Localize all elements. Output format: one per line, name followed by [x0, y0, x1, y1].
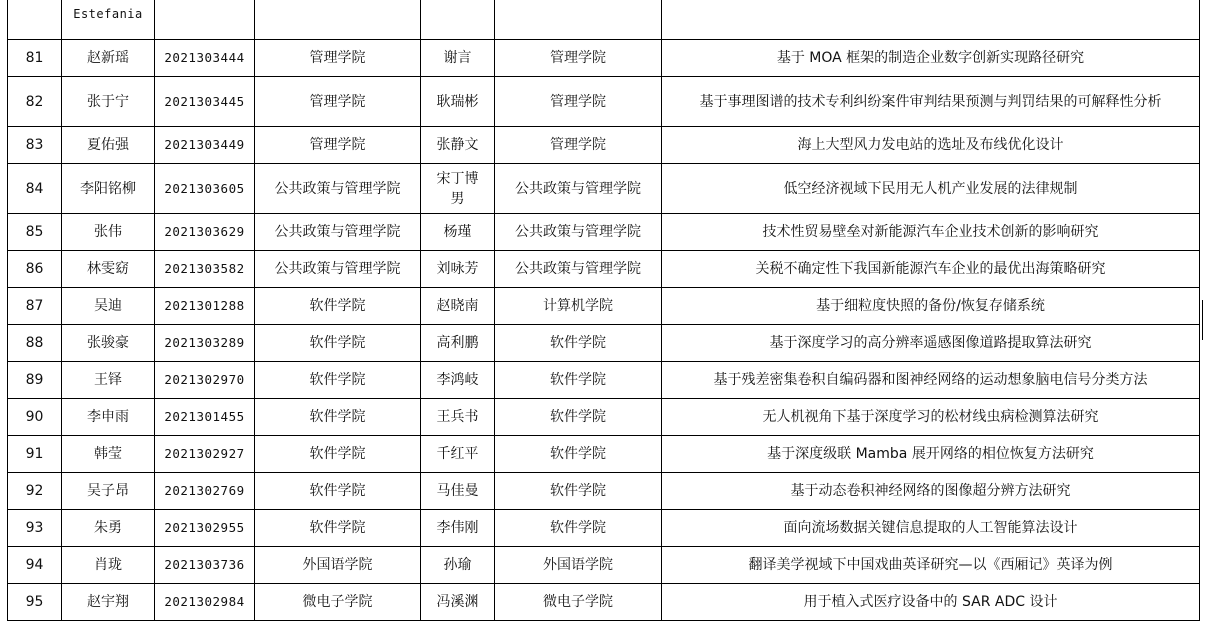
cell-no: 91 — [8, 436, 62, 473]
cell-title: 基于残差密集卷积自编码器和图神经网络的运动想象脑电信号分类方法 — [662, 362, 1200, 399]
cell-id: 2021303629 — [155, 214, 255, 251]
cell-advisor-college: 软件学院 — [495, 510, 662, 547]
table-row — [8, 436, 1200, 473]
cell-id: 2021302984 — [155, 584, 255, 621]
cell-id: 2021302927 — [155, 436, 255, 473]
cell-college: 管理学院 — [255, 127, 421, 164]
cell-name: 朱勇 — [62, 510, 155, 547]
cell-no: 88 — [8, 325, 62, 362]
cell-advisor: 马佳曼 — [421, 473, 495, 510]
cell-no: 84 — [8, 164, 62, 214]
cell-name: 李阳铭柳 — [62, 164, 155, 214]
cell-advisor: 李伟刚 — [421, 510, 495, 547]
table-row-partial — [8, 0, 1200, 40]
cell-college: 软件学院 — [255, 436, 421, 473]
cell-title: 基于深度学习的高分辨率遥感图像道路提取算法研究 — [662, 325, 1200, 362]
cell-college: 公共政策与管理学院 — [255, 251, 421, 288]
cell-title: 基于细粒度快照的备份/恢复存储系统 — [662, 288, 1200, 325]
cell-no: 93 — [8, 510, 62, 547]
table-row — [8, 251, 1200, 288]
cell-advisor — [421, 0, 495, 40]
cell-advisor-college: 管理学院 — [495, 40, 662, 77]
cell-advisor-college: 管理学院 — [495, 77, 662, 127]
cell-advisor: 赵晓南 — [421, 288, 495, 325]
cell-advisor-college: 软件学院 — [495, 473, 662, 510]
cell-advisor: 宋丁博男 — [421, 164, 495, 214]
cell-college: 外国语学院 — [255, 547, 421, 584]
table-row — [8, 510, 1200, 547]
cell-advisor: 谢言 — [421, 40, 495, 77]
cell-id: 2021303582 — [155, 251, 255, 288]
table-row — [8, 40, 1200, 77]
cell-title: 基于事理图谱的技术专利纠纷案件审判结果预测与判罚结果的可解释性分析 — [662, 77, 1200, 127]
cell-id: 2021303736 — [155, 547, 255, 584]
cell-name: 张伟 — [62, 214, 155, 251]
cell-college: 软件学院 — [255, 473, 421, 510]
cell-no: 90 — [8, 399, 62, 436]
table-row — [8, 584, 1200, 621]
cell-advisor: 千红平 — [421, 436, 495, 473]
cell-advisor-college: 公共政策与管理学院 — [495, 214, 662, 251]
table-row — [8, 473, 1200, 510]
cell-title: 无人机视角下基于深度学习的松材线虫病检测算法研究 — [662, 399, 1200, 436]
cell-advisor: 李鸿岐 — [421, 362, 495, 399]
cell-name: 韩莹 — [62, 436, 155, 473]
cell-id: 2021303605 — [155, 164, 255, 214]
table-row — [8, 325, 1200, 362]
cell-college — [255, 0, 421, 40]
cell-advisor-college: 软件学院 — [495, 436, 662, 473]
cell-title: 面向流场数据关键信息提取的人工智能算法设计 — [662, 510, 1200, 547]
cell-advisor: 刘咏芳 — [421, 251, 495, 288]
cell-name: 张骏豪 — [62, 325, 155, 362]
cell-advisor-college: 软件学院 — [495, 362, 662, 399]
cell-id: 2021302769 — [155, 473, 255, 510]
cell-advisor: 张静文 — [421, 127, 495, 164]
cell-name: 吴子昂 — [62, 473, 155, 510]
cell-college: 软件学院 — [255, 325, 421, 362]
cell-college: 微电子学院 — [255, 584, 421, 621]
cell-title: 海上大型风力发电站的选址及布线优化设计 — [662, 127, 1200, 164]
cell-name: 肖珑 — [62, 547, 155, 584]
cell-advisor: 王兵书 — [421, 399, 495, 436]
cell-advisor-college — [495, 0, 662, 40]
cell-college: 公共政策与管理学院 — [255, 164, 421, 214]
cell-college: 软件学院 — [255, 362, 421, 399]
cell-title: 关税不确定性下我国新能源汽车企业的最优出海策略研究 — [662, 251, 1200, 288]
cell-id: 2021303444 — [155, 40, 255, 77]
cell-college: 软件学院 — [255, 510, 421, 547]
cell-college: 公共政策与管理学院 — [255, 214, 421, 251]
cell-no: 81 — [8, 40, 62, 77]
table-row — [8, 399, 1200, 436]
table-row — [8, 164, 1200, 214]
cell-title: 用于植入式医疗设备中的 SAR ADC 设计 — [662, 584, 1200, 621]
table-row — [8, 214, 1200, 251]
page-edge-divider — [1202, 300, 1206, 340]
cell-name: 李申雨 — [62, 399, 155, 436]
cell-name: 夏佑强 — [62, 127, 155, 164]
cell-no — [8, 0, 62, 40]
cell-advisor-college: 外国语学院 — [495, 547, 662, 584]
cell-advisor-college: 公共政策与管理学院 — [495, 251, 662, 288]
cell-id: 2021303449 — [155, 127, 255, 164]
student-thesis-table — [7, 0, 1200, 621]
cell-title: 基于 MOA 框架的制造企业数字创新实现路径研究 — [662, 40, 1200, 77]
cell-advisor-college: 软件学院 — [495, 399, 662, 436]
cell-advisor: 孙瑜 — [421, 547, 495, 584]
cell-id: 2021303289 — [155, 325, 255, 362]
cell-no: 86 — [8, 251, 62, 288]
cell-college: 管理学院 — [255, 40, 421, 77]
cell-name: 赵宇翔 — [62, 584, 155, 621]
cell-advisor: 耿瑞彬 — [421, 77, 495, 127]
cell-advisor-college: 软件学院 — [495, 325, 662, 362]
cell-name: Estefania — [62, 0, 155, 40]
cell-no: 89 — [8, 362, 62, 399]
cell-no: 92 — [8, 473, 62, 510]
table-body — [8, 0, 1200, 621]
cell-advisor: 冯溪渊 — [421, 584, 495, 621]
cell-name: 张于宁 — [62, 77, 155, 127]
table-row — [8, 127, 1200, 164]
cell-advisor: 杨瑾 — [421, 214, 495, 251]
cell-name: 赵新瑶 — [62, 40, 155, 77]
cell-id: 2021301455 — [155, 399, 255, 436]
cell-college: 软件学院 — [255, 288, 421, 325]
cell-advisor-college: 管理学院 — [495, 127, 662, 164]
cell-title: 基于动态卷积神经网络的图像超分辨方法研究 — [662, 473, 1200, 510]
cell-college: 软件学院 — [255, 399, 421, 436]
cell-no: 95 — [8, 584, 62, 621]
cell-title: 翻译美学视域下中国戏曲英译研究—以《西厢记》英译为例 — [662, 547, 1200, 584]
cell-title: 基于深度级联 Mamba 展开网络的相位恢复方法研究 — [662, 436, 1200, 473]
cell-no: 87 — [8, 288, 62, 325]
cell-id: 2021301288 — [155, 288, 255, 325]
cell-id: 2021302955 — [155, 510, 255, 547]
cell-name: 王铎 — [62, 362, 155, 399]
cell-id: 2021303445 — [155, 77, 255, 127]
cell-title: 技术性贸易壁垒对新能源汽车企业技术创新的影响研究 — [662, 214, 1200, 251]
cell-advisor-college: 计算机学院 — [495, 288, 662, 325]
cell-name: 吴迪 — [62, 288, 155, 325]
cell-no: 94 — [8, 547, 62, 584]
table-row — [8, 547, 1200, 584]
table-row — [8, 362, 1200, 399]
cell-no: 85 — [8, 214, 62, 251]
cell-title: 低空经济视域下民用无人机产业发展的法律规制 — [662, 164, 1200, 214]
cell-college: 管理学院 — [255, 77, 421, 127]
table-row — [8, 77, 1200, 127]
cell-advisor-college: 公共政策与管理学院 — [495, 164, 662, 214]
cell-advisor-college: 微电子学院 — [495, 584, 662, 621]
cell-name: 林雯窈 — [62, 251, 155, 288]
cell-no: 82 — [8, 77, 62, 127]
cell-id — [155, 0, 255, 40]
cell-no: 83 — [8, 127, 62, 164]
table-row — [8, 288, 1200, 325]
cell-id: 2021302970 — [155, 362, 255, 399]
cell-title — [662, 0, 1200, 40]
cell-advisor: 高利鹏 — [421, 325, 495, 362]
